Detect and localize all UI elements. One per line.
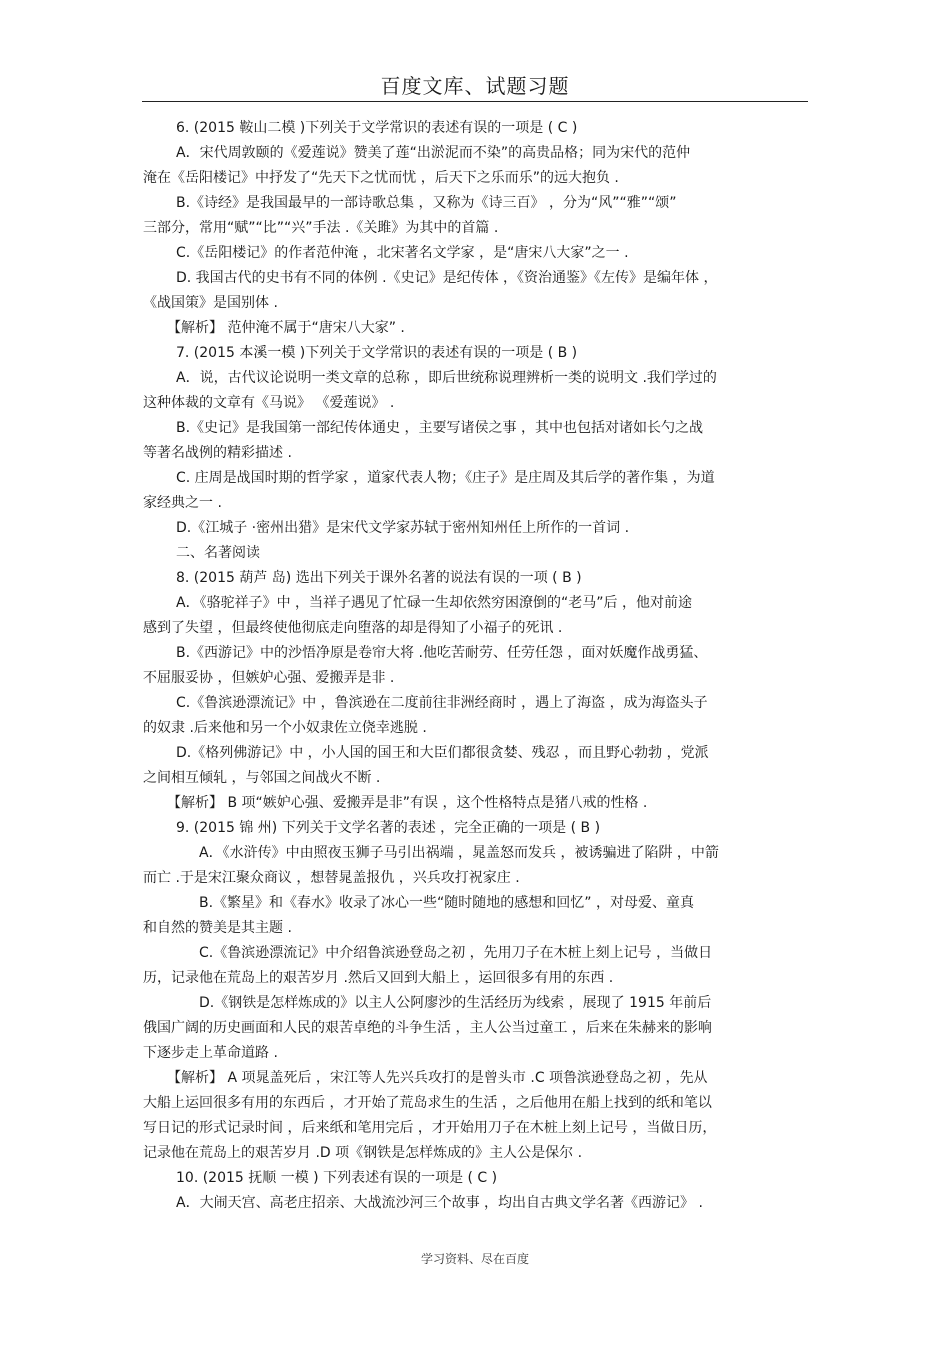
text-line: D.《格列佛游记》中 ，小人国的国王和大臣们都很贪婪、残忍 ，而且野心勃勃 ，党派 bbox=[176, 745, 709, 761]
page-header-title: 百度文库、试题习题 bbox=[380, 74, 570, 98]
text-line: A．大闹天宫、高老庄招亲、大战流沙河三个故事 ，均出自古典文学名著《西游记》 . bbox=[176, 1195, 703, 1211]
text-line: 下逐步走上革命道路 . bbox=[143, 1045, 278, 1061]
text-line: B.《繁星》和《春水》收录了冰心一些“随时随地的感想和回忆” ，对母爱、童真 bbox=[199, 895, 695, 911]
text-line: 历，记录他在荒岛上的艰苦岁月 .然后又回到大船上 ，运回很多有用的东西 . bbox=[143, 970, 614, 986]
text-line: 感到了失望 ，但最终使他彻底走向堕落的却是得知了小福子的死讯 . bbox=[143, 620, 563, 636]
text-line: C.《鲁滨逊漂流记》中 ，鲁滨逊在二度前往非洲经商时 ，遇上了海盗 ，成为海盗头子 bbox=[176, 695, 708, 711]
header-divider bbox=[142, 101, 808, 102]
text-line: B.《诗经》是我国最早的一部诗歌总集 ，又称为《诗三百》 ，分为“风”“雅”“颂” bbox=[176, 195, 677, 211]
text-line: 【解析】 范仲淹不属于“唐宋八大家” . bbox=[167, 320, 405, 336]
text-line: 不屈服妥协 ，但嫉妒心强、爱搬弄是非 . bbox=[143, 670, 395, 686]
text-line: D.《钢铁是怎样炼成的》以主人公阿廖沙的生活经历为线索 ，展现了 1915 年前后 bbox=[199, 995, 712, 1011]
text-line: B.《西游记》中的沙悟净原是卷帘大将 .他吃苦耐劳、任劳任怨 ，面对妖魔作战勇猛、 bbox=[176, 645, 708, 661]
text-line: 三部分，常用“赋”“比”“兴”手法 .《关雎》为其中的首篇 . bbox=[143, 220, 499, 236]
text-line: 而亡 .于是宋江聚众商议 ，想替晁盖报仇 ，兴兵攻打祝家庄 . bbox=[143, 870, 520, 886]
text-line: B.《史记》是我国第一部纪传体通史 ，主要写诸侯之事 ，其中也包括对诸如长勺之战 bbox=[176, 420, 703, 436]
text-line: 大船上运回很多有用的东西后 ，才开始了荒岛求生的生活 ，之后他用在船上找到的纸和笔以 bbox=[143, 1095, 712, 1111]
text-line: 的奴隶 .后来他和另一个小奴隶佐立侥幸逃脱 . bbox=[143, 720, 427, 736]
text-line: C.《鲁滨逊漂流记》中介绍鲁滨逊登岛之初 ，先用刀子在木桩上刻上记号 ，当做日 bbox=[199, 945, 713, 961]
text-line: A．《骆驼祥子》中 ，当祥子遇见了忙碌一生却依然穷困潦倒的“老马”后 ，他对前途 bbox=[176, 595, 692, 611]
text-line: 之间相互倾轧 ，与邻国之间战火不断 . bbox=[143, 770, 381, 786]
text-line: 和自然的赞美是其主题 . bbox=[143, 920, 292, 936]
text-line: 家经典之一 . bbox=[143, 495, 222, 511]
text-line: 俄国广阔的历史画面和人民的艰苦卓绝的斗争生活 ，主人公当过童工 ，后来在朱赫来的影响 bbox=[143, 1020, 712, 1036]
text-line: 《战国策》是国别体 . bbox=[143, 295, 278, 311]
text-line: D.《江城子 ·密州出猎》是宋代文学家苏轼于密州知州任上所作的一首词 . bbox=[176, 520, 630, 536]
text-line: A．宋代周敦颐的《爱莲说》赞美了莲“出淤泥而不染”的高贵品格；同为宋代的范仲 bbox=[176, 145, 691, 161]
text-line: 8. (2015 葫芦 岛) 选出下列关于课外名著的说法有误的一项 ( B ) bbox=[176, 570, 582, 586]
text-line: 7. (2015 本溪一模 )下列关于文学常识的表述有误的一项是 ( B ) bbox=[176, 345, 578, 361]
text-line: A．《水浒传》中由照夜玉狮子马引出祸端 ，晁盖怒而发兵 ，被诱骗进了陷阱 ，中箭 bbox=[199, 845, 719, 861]
page-footer: 学习资料、尽在百度 bbox=[420, 1252, 529, 1266]
text-line: C. 庄周是战国时期的哲学家 ，道家代表人物；《庄子》是庄周及其后学的著作集 ，为道 bbox=[176, 470, 715, 486]
text-line: 这种体裁的文章有《马说》 《爱莲说》 . bbox=[143, 395, 395, 411]
text-line: D. 我国古代的史书有不同的体例 .《史记》是纪传体 ，《资治通鉴》《左传》是编年体 ， bbox=[176, 270, 718, 286]
text-line: A．说，古代议论说明一类文章的总称 ，即后世统称说理辨析一类的说明文 .我们学过的 bbox=[176, 370, 717, 386]
text-line: 6. (2015 鞍山二模 )下列关于文学常识的表述有误的一项是 ( C ) bbox=[176, 120, 578, 136]
text-line: 10. (2015 抚顺 一模 ) 下列表述有误的一项是 ( C ) bbox=[176, 1170, 498, 1186]
text-line: 9. (2015 锦 州) 下列关于文学名著的表述 ，完全正确的一项是 ( B ) bbox=[176, 820, 601, 836]
text-line: 【解析】 A 项晁盖死后 ，宋江等人先兴兵攻打的是曾头市 .C 项鲁滨逊登岛之初 ，先从 bbox=[167, 1070, 708, 1086]
text-line: 写日记的形式记录时间 ，后来纸和笔用完后 ，才开始用刀子在木桩上刻上记号 ，当做日历， bbox=[143, 1120, 717, 1136]
text-line: 等著名战例的精彩描述 . bbox=[143, 445, 292, 461]
text-line: 淹在《岳阳楼记》中抒发了“先天下之忧而忧 ，后天下之乐而乐”的远大抱负 . bbox=[143, 170, 619, 186]
document-body bbox=[143, 116, 808, 1216]
text-line: C.《岳阳楼记》的作者范仲淹 ，北宋著名文学家 ，是“唐宋八大家”之一 . bbox=[176, 245, 629, 261]
text-line: 【解析】 B 项“嫉妒心强、爱搬弄是非”有误 ，这个性格特点是猪八戒的性格 . bbox=[167, 795, 648, 811]
text-line: 二、名著阅读 bbox=[176, 545, 260, 561]
text-line: 记录他在荒岛上的艰苦岁月 .D 项《钢铁是怎样炼成的》主人公是保尔 . bbox=[143, 1145, 583, 1161]
